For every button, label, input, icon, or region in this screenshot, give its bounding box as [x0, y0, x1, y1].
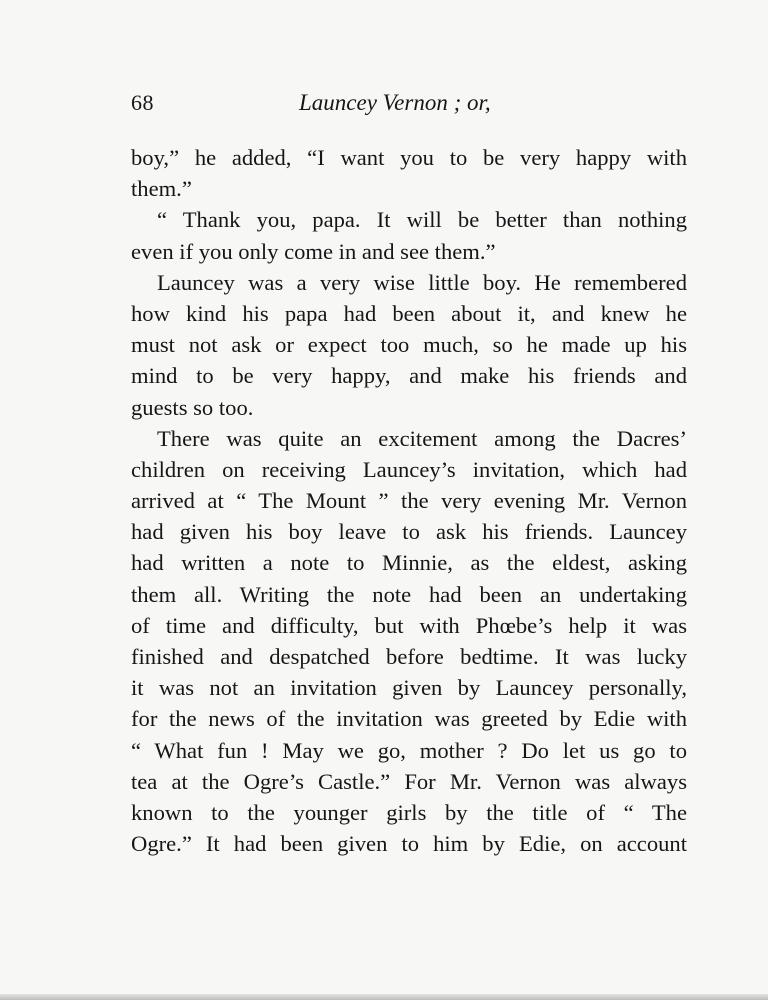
text-line: arrived at “ The Mount ” the very evening Mr. Vernon [131, 488, 687, 514]
text-line: even if you only come in and see them.” [131, 238, 496, 264]
text-line: “ What fun ! May we go, mother ? Do let us go to [131, 737, 687, 763]
text-line: guests so too. [131, 394, 254, 420]
text-line: tea at the Ogre’s Castle.” For Mr. Vernon was always [131, 768, 687, 794]
text-line: how kind his papa had been about it, and knew he [131, 300, 687, 326]
page-bottom-edge [0, 994, 768, 1000]
text-line: known to the younger girls by the title of “ The [131, 799, 687, 825]
text-line: “ Thank you, papa. It will be better than nothing [157, 207, 687, 233]
text-line: them all. Writing the note had been an undertaking [131, 581, 687, 607]
page-number: 68 [131, 90, 154, 115]
text-line: of time and difficulty, but with Phœbe’s help it was [131, 612, 687, 638]
page-header [131, 90, 687, 124]
text-line: Ogre.” It had been given to him by Edie, on account [131, 831, 687, 857]
text-line: had written a note to Minnie, as the eldest, asking [131, 550, 687, 576]
body-text [131, 142, 687, 859]
running-title: Launcey Vernon ; or, [299, 90, 491, 115]
text-line: boy,” he added, “I want you to be very happy with [131, 145, 687, 170]
text-line: it was not an invitation given by Launcey personally, [131, 675, 687, 701]
text-line: Launcey was a very wise little boy. He remembered [157, 269, 687, 295]
text-line: children on receiving Launcey’s invitation, which had [131, 456, 687, 482]
text-line: them.” [131, 176, 192, 202]
text-line: for the news of the invitation was greeted by Edie with [131, 706, 687, 732]
text-line: had given his boy leave to ask his friends. Launcey [131, 519, 687, 545]
text-line: mind to be very happy, and make his friends and [131, 363, 687, 389]
text-line: must not ask or expect too much, so he made up his [131, 332, 687, 358]
text-line: There was quite an excitement among the Dacres’ [157, 425, 687, 451]
text-line: finished and despatched before bedtime. It was lucky [131, 644, 687, 669]
